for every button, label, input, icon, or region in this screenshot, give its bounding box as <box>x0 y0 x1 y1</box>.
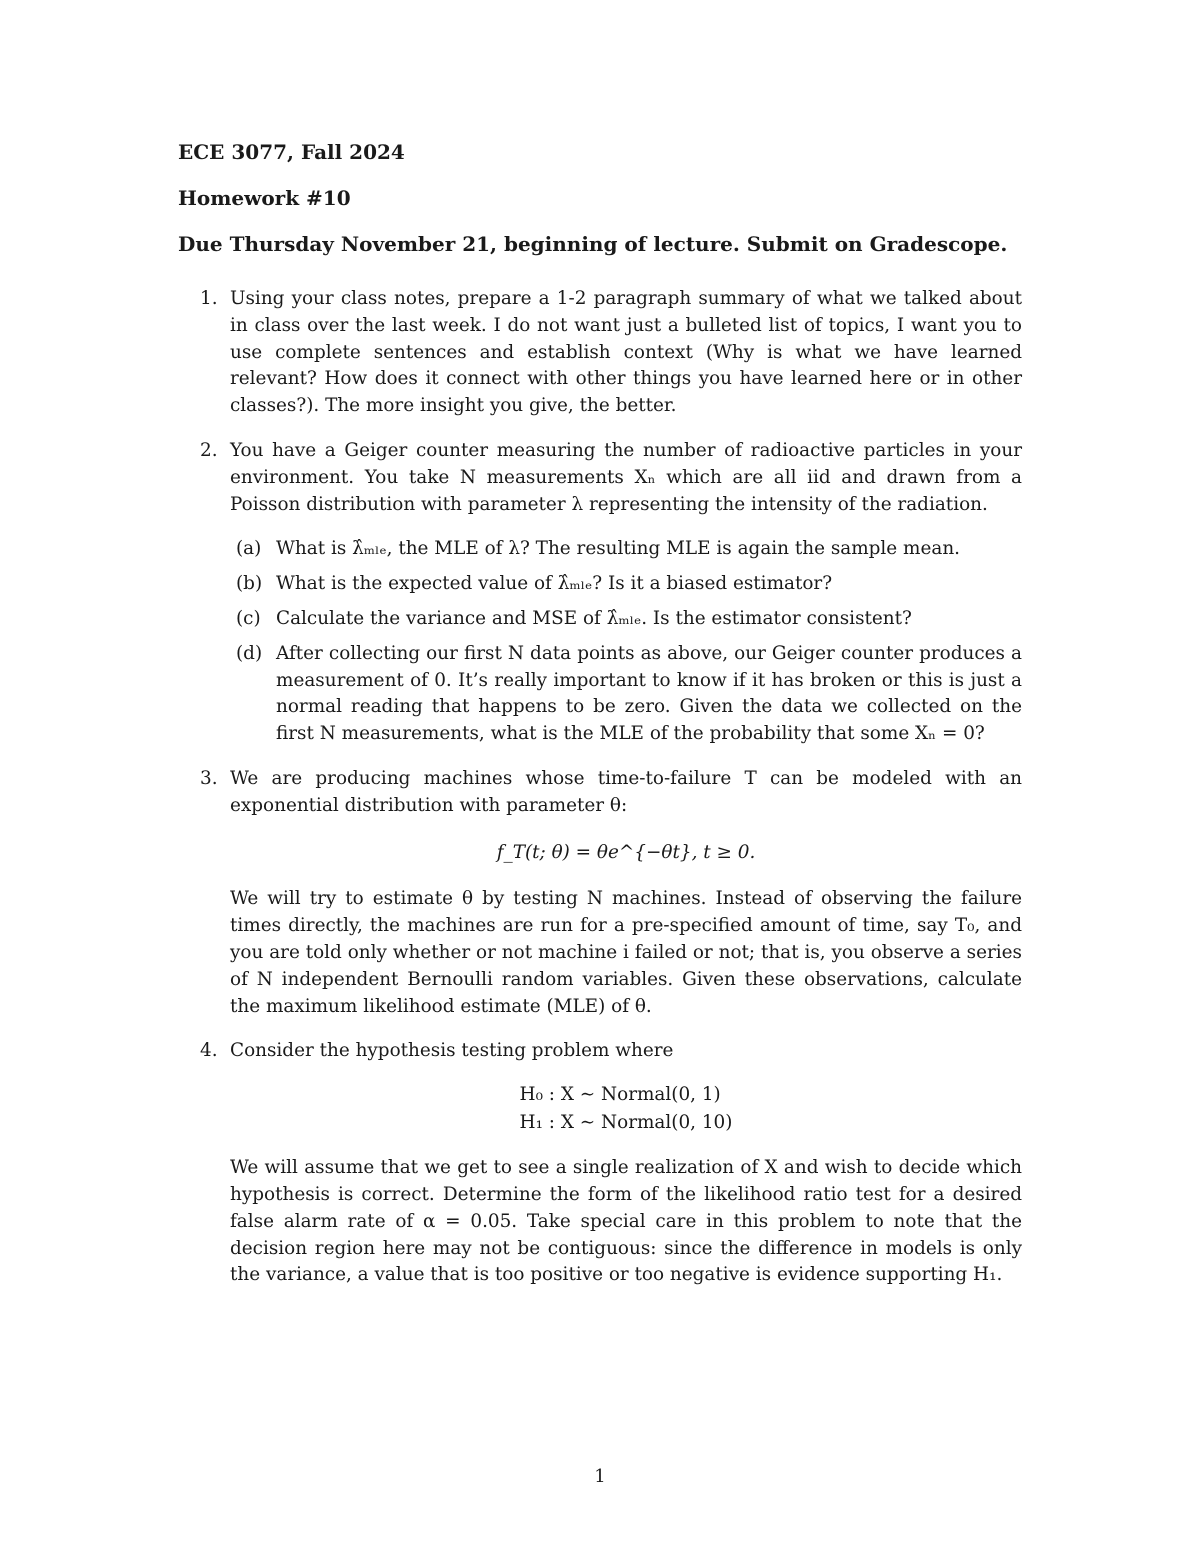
homework-title: Homework #10 <box>178 186 351 210</box>
problem-text: You have a Geiger counter measuring the number of radioactive particles in your environment. You take N measurements Xₙ which are all iid and drawn from a Poisson distribution with parameter λ representing the intensity of the radiation. <box>230 439 1022 515</box>
problem-followup: We will assume that we get to see a single realization of X and wish to decide which hypothesis is correct. Determine the form of the likelihood ratio test for a desired false alarm rate of α = 0.05. Take special care in this problem to note that the decision region here may not be contiguous: since the difference in models is only the variance, a value that is too positive or too negative is evidence supporting H₁. <box>230 1157 1022 1286</box>
due-line: Due Thursday November 21, beginning of lecture. Submit on Gradescope. <box>178 232 1008 256</box>
homework-page <box>178 138 1022 1307</box>
problem-text: Using your class notes, prepare a 1-2 paragraph summary of what we talked about in class over the last week. I do not want just a bulleted list of topics, I want you to use complete sentences and establish context (Why is what we have learned relevant? How does it connect with other things you have learned here or in other classes?). The more insight you give, the better. <box>230 288 1022 417</box>
problem-number: 2. <box>200 439 218 461</box>
alternative-hypothesis: H₁ : X ∼ Normal(0, 10) <box>519 1112 733 1134</box>
subpart-label: (a) <box>236 538 262 560</box>
subpart-b <box>230 571 1022 598</box>
hypotheses-block <box>230 1081 1022 1137</box>
problem-number: 1. <box>200 288 218 309</box>
subpart-text: What is λ̂ₘₗₑ, the MLE of λ? The resulting MLE is again the sample mean. <box>276 538 961 560</box>
problem-text: We are producing machines whose time-to-failure T can be modeled with an exponential distribution with parameter θ: <box>230 767 1022 816</box>
problem-2 <box>178 438 1022 748</box>
problem-text: Consider the hypothesis testing problem where <box>230 1040 674 1062</box>
subpart-label: (b) <box>236 573 263 595</box>
page-number: 1 <box>594 1466 606 1487</box>
problem-list <box>178 286 1022 1289</box>
subpart-label: (c) <box>236 607 261 629</box>
null-hypothesis: H₀ : X ∼ Normal(0, 1) <box>519 1084 721 1106</box>
subpart-text: Calculate the variance and MSE of λ̂ₘₗₑ. Is the estimator consistent? <box>276 607 912 629</box>
problem-number: 3. <box>200 767 218 789</box>
subpart-list <box>230 536 1022 748</box>
subpart-c <box>230 606 1022 633</box>
problem-number: 4. <box>200 1040 218 1062</box>
subpart-a <box>230 536 1022 563</box>
problem-4 <box>178 1038 1022 1289</box>
subpart-text: What is the expected value of λ̂ₘₗₑ? Is it a biased estimator? <box>276 573 833 595</box>
problem-followup: We will try to estimate θ by testing N machines. Instead of observing the failure times directly, the machines are run for a pre-specified amount of time, say T₀, and you are told only whether or not machine i failed or not; that is, you observe a series of N independent Bernoulli random variables. Given these observations, calculate the maximum likelihood estimate (MLE) of θ. <box>230 888 1022 1017</box>
pdf-equation: f_T(t; θ) = θe^{−θt}, t ≥ 0. <box>496 841 756 863</box>
course-title: ECE 3077, Fall 2024 <box>178 140 405 164</box>
subpart-d <box>230 641 1022 748</box>
subpart-text: After collecting our first N data points as above, our Geiger counter produces a measurement of 0. It’s really important to know if it has broken or this is just a normal reading that happens to be zero. Given the data we collected on the first N measurements, what is the MLE of the probability that some Xₙ = 0? <box>276 642 1022 745</box>
problem-1 <box>178 286 1022 420</box>
subpart-label: (d) <box>236 642 263 664</box>
problem-3 <box>178 766 1022 1020</box>
